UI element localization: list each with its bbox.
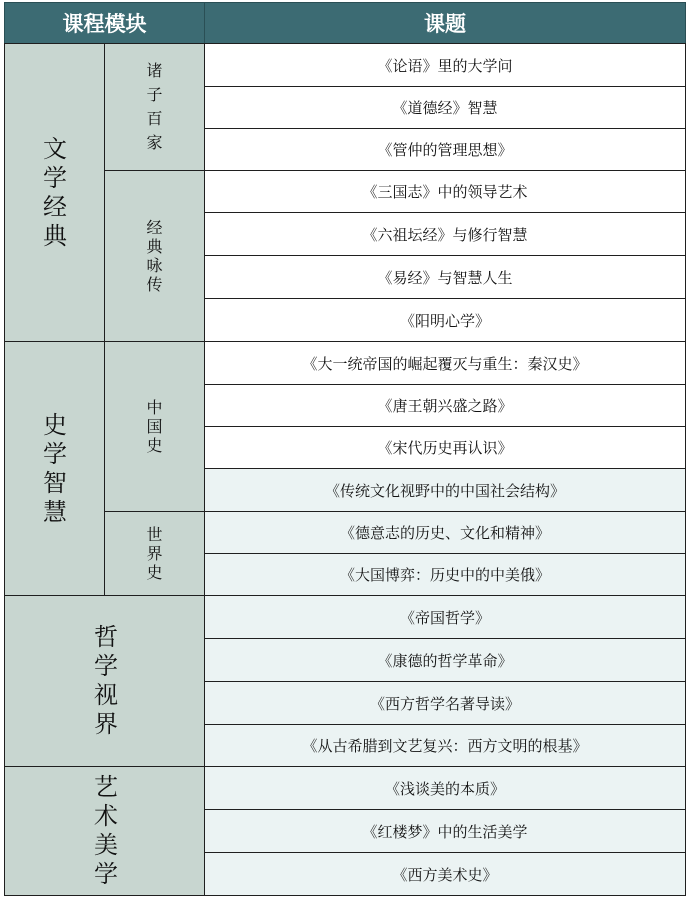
- module-label-char: 美: [94, 831, 118, 859]
- module-label: [4, 595, 205, 767]
- module-label-char: 学: [94, 652, 118, 680]
- topic-cell: 《西方美术史》: [204, 852, 686, 896]
- course-table: [4, 2, 686, 912]
- topic-cell: 《宋代历史再认识》: [204, 426, 686, 469]
- topic-cell: 《易经》与智慧人生: [204, 255, 686, 299]
- topic-cell: 《传统文化视野中的中国社会结构》: [204, 468, 686, 512]
- submodule-label-char: 史: [146, 436, 163, 455]
- topic-cell: 《管仲的管理思想》: [204, 128, 686, 171]
- module-label-char: 慧: [43, 497, 67, 526]
- module-label-char: 艺: [94, 773, 118, 801]
- submodule-label-char: 诸: [146, 61, 163, 80]
- topic-cell: 《浅谈美的本质》: [204, 766, 686, 810]
- submodule-label-char: 家: [146, 133, 163, 152]
- topic-cell: 《红楼梦》中的生活美学: [204, 809, 686, 853]
- module-label: [4, 341, 105, 596]
- submodule-label-char: 国: [146, 417, 163, 436]
- module-label-char: 学: [94, 860, 118, 888]
- module-label-char: 典: [43, 221, 67, 250]
- submodule-label-char: 咏: [146, 256, 163, 275]
- submodule-label: [104, 43, 205, 171]
- submodule-label-char: 史: [146, 563, 163, 582]
- topic-cell: 《六祖坛经》与修行智慧: [204, 212, 686, 256]
- topic-cell: 《德意志的历史、文化和精神》: [204, 511, 686, 554]
- topic-cell: 《西方哲学名著导读》: [204, 681, 686, 725]
- module-label-char: 经: [43, 192, 67, 221]
- module-label: [4, 766, 205, 896]
- module-label: [4, 43, 105, 342]
- submodule-label-char: 中: [146, 398, 163, 417]
- submodule-label-char: 典: [146, 237, 163, 256]
- header-topic: 课题: [204, 2, 686, 44]
- topic-cell: 《唐王朝兴盛之路》: [204, 384, 686, 427]
- module-label-char: 界: [94, 710, 118, 738]
- submodule-label-char: 传: [146, 275, 163, 294]
- topic-cell: 《阳明心学》: [204, 298, 686, 342]
- submodule-label-char: 世: [146, 525, 163, 544]
- submodule-label-char: 子: [146, 85, 163, 104]
- submodule-label-char: 百: [146, 109, 163, 128]
- module-label-char: 视: [94, 681, 118, 709]
- module-label-char: 史: [43, 410, 67, 439]
- module-label-char: 文: [43, 134, 67, 163]
- module-label-char: 智: [43, 468, 67, 497]
- topic-cell: 《道德经》智慧: [204, 86, 686, 129]
- topic-cell: 《论语》里的大学问: [204, 43, 686, 87]
- module-label-char: 术: [94, 802, 118, 830]
- submodule-label-char: 界: [146, 544, 163, 563]
- submodule-label: [104, 341, 205, 512]
- topic-cell: 《大一统帝国的崛起覆灭与重生：秦汉史》: [204, 341, 686, 385]
- header-module: 课程模块: [4, 2, 205, 44]
- submodule-label: [104, 511, 205, 596]
- submodule-label-char: 经: [146, 218, 163, 237]
- module-label-char: 学: [43, 163, 67, 192]
- topic-cell: 《康德的哲学革命》: [204, 638, 686, 682]
- module-label-char: 哲: [94, 623, 118, 651]
- topic-cell: 《从古希腊到文艺复兴：西方文明的根基》: [204, 724, 686, 767]
- topic-cell: 《三国志》中的领导艺术: [204, 170, 686, 213]
- module-label-char: 学: [43, 439, 67, 468]
- topic-cell: 《帝国哲学》: [204, 595, 686, 639]
- submodule-label: [104, 170, 205, 342]
- topic-cell: 《大国博弈：历史中的中美俄》: [204, 553, 686, 596]
